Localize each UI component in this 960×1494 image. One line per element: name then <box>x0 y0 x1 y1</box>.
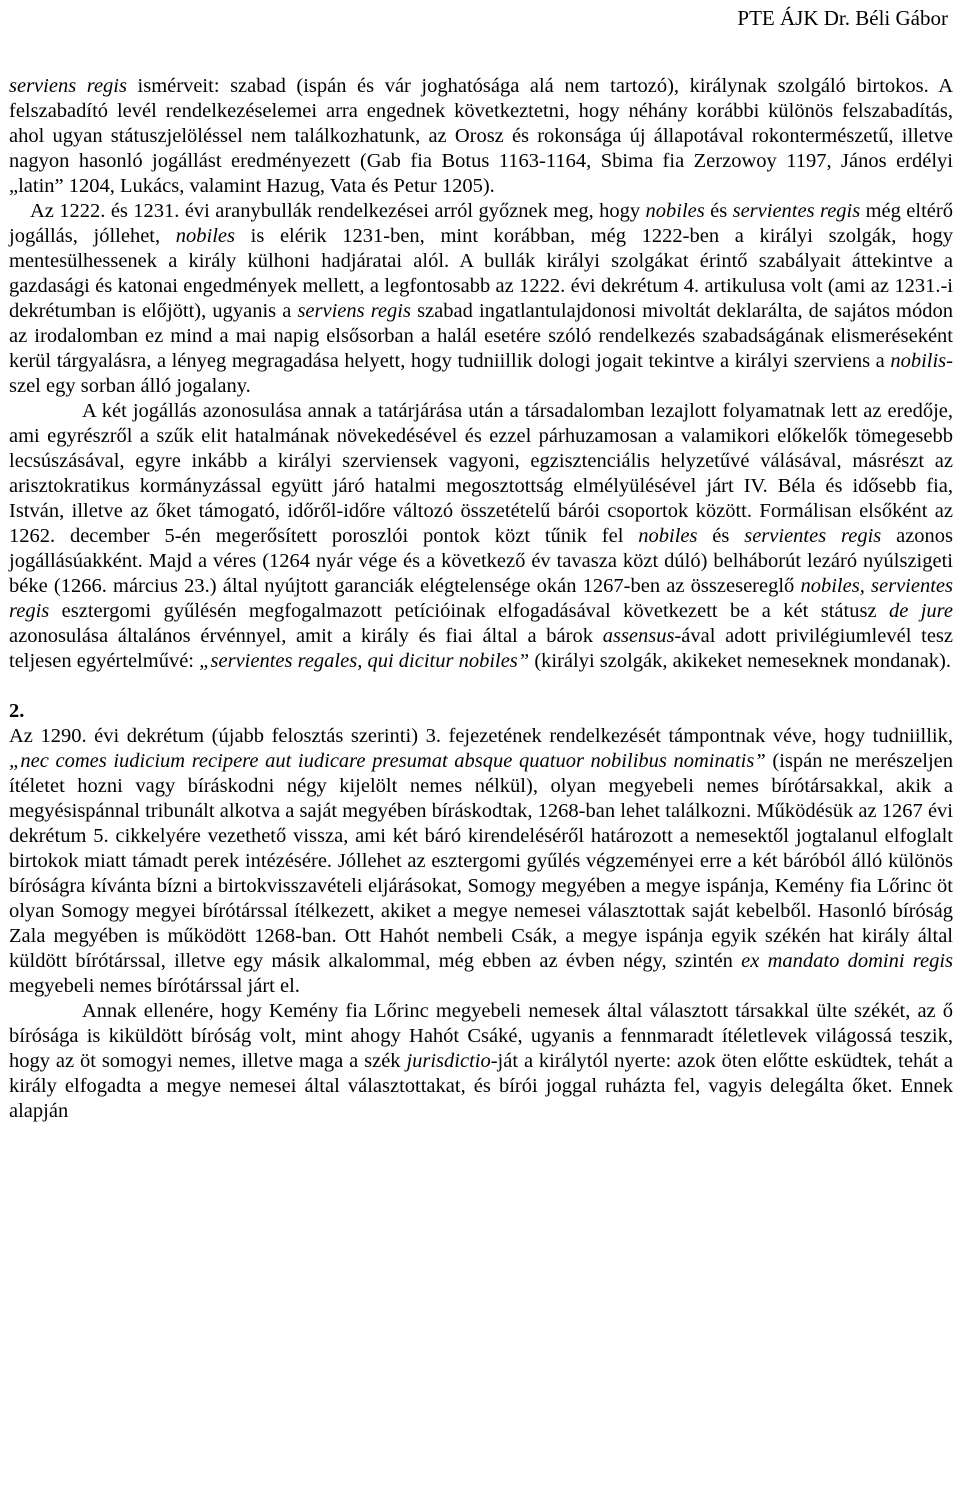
paragraph-decree-1290 <box>9 724 953 999</box>
paragraph-serviens-regis-criteria <box>9 74 953 199</box>
paragraph-text: és <box>704 200 733 222</box>
paragraph-text: ismérveit: szabad (ispán és vár joghatósága alá nem tartozó), királynak szolgáló birtokos. A felszabadító levél rendelkezéselemei arra engednek következtetni, hogy néhány korábbi különös felszabadítás, ahol ugyan státuszjelöléssel nem találkozhatunk, az Orosz és rokonsága új állapotával rokontermészetű, illetve nagyon hasonló jogállást eredményezett (Gab fia Botus 1163-1164, Sbima fia Zerzowoy 1197, János erdélyi „latin” 1204, Lukács, valamint Hazug, Vata és Petur 1205). <box>9 75 953 197</box>
latin-term: de jure <box>888 600 953 622</box>
latin-term: assensus <box>602 625 675 647</box>
latin-term: nobiles <box>645 200 705 222</box>
paragraph-text: -ával adott privilégiumlevél tesz teljesen egyértelművé: <box>9 625 954 672</box>
paragraph-text: Annak ellenére, hogy Kemény fia Lőrinc megyebeli nemesek által választott társakkal ülte székét, az ő bírósága is kiküldött bíróság volt, mint ahogy Hahót Csáké, ugyanis a fennmaradt ítéletlevek világossá teszik, hogy az öt somogyi nemes, illetve maga a szék <box>9 1000 953 1072</box>
latin-term: ex mandato domini regis <box>741 950 953 972</box>
paragraph-text: azonos jogállásúakként. Majd a véres (1264 nyár vége és a következő év tavasza közt dúló) belháborút lezáró nyúlszigeti béke (1266. március 23.) által nyújtott garanciák elégtelensége okán 1267-ben az összesereglő <box>9 525 954 597</box>
paragraph-text: A két jogállás azonosulása annak a tatárjárása után a társadalomban lezajlott folyamatnak lett az eredője, ami egyrészről a szűk elit hatalmának növekedésével és ezzel párhuzamosan a valamikori előkelők tömegesebb lecsúszásával, egyre inkább a királyi szerviensek vagyoni, egzisztenciális helyzetűvé válásával, másrészt az arisztokratikus kormányzással együtt járó hatalmi megosztottság elmélyülésével járt IV. Béla és idősebb fia, István, illetve az őket támogató, időről-időre változó összetételű bárói csoportok között. Formálisan elsőként az 1262. december 5-én megerősített poroszlói pontok közt tűnik fel <box>9 400 953 547</box>
latin-quote: „nec comes iudicium recipere aut iudicare presumat absque quatuor nobilibus nominatis” <box>9 750 766 772</box>
latin-term: jurisdictio <box>406 1050 491 1072</box>
paragraph-text: Az 1222. és 1231. évi aranybullák rendelkezései arról győznek meg, hogy <box>30 200 646 222</box>
paragraph-golden-bulls <box>9 199 953 399</box>
latin-term: serviens regis <box>9 75 127 97</box>
paragraph-text: Az 1290. évi dekrétum (újabb felosztás szerinti) 3. fejezetének rendelkezését támpontnak véve, hogy tudniillik, <box>9 725 953 747</box>
paragraph-text: megyebeli nemes bírótárssal járt el. <box>9 975 300 997</box>
latin-term: servientes regis <box>744 525 882 547</box>
document-body <box>9 74 953 1124</box>
page-header: PTE ÁJK Dr. Béli Gábor <box>737 6 948 30</box>
latin-term: nobilis <box>890 350 947 372</box>
paragraph-text: és <box>697 525 745 547</box>
latin-term: serviens regis <box>297 300 411 322</box>
paragraph-text: -ját a királytól nyerte: azok öten előtte esküdtek, tehát a király elfogadta a megye nemesei által választottakat, és bírói joggal ruházta fel, vagyis delegálta őket. Ennek alapján <box>9 1050 954 1122</box>
paragraph-delegated-court <box>9 999 953 1124</box>
paragraph-text: (királyi szolgák, akikeket nemeseknek mondanak). <box>529 650 951 672</box>
paragraph-text: (ispán ne merészeljen ítéletet hozni vagy bíráskodni négy kijelölt nemes nélkül), olyan megyebeli nemes bírótársakkal, akik a megyésispánnal tribunált alkotva a saját megyében bíráskodtak, 1268-ban lehet találkozni. Működésük az 1267 évi dekrétum 5. cikkelyére vezethető vissza, ami két báró kirendeléséről határozott a nemesektől jogtalanul elfoglalt birtokok miatt támadt perek intézésére. Jóllehet az esztergomi gyűlés végzeményei erre a két báróból álló különös bíróságra kívánta bízni a birtokvisszavételi eljárásokat, Somogy megyében a megye ispánja, Kemény fia Lőrinc öt olyan Somogy megyei bírótárssal ítélkezett, akiket a megye nemesei választottak saját kebelből. Hasonló bíróság Zala megyében is működött 1268-ban. Ott Hahót nembeli Csák, a megye ispánja egyik székén hat király által küldött bírótárssal, illetve egy másik alkalommal, még ebben az évben négy, szintén <box>9 750 953 972</box>
section-number: 2. <box>9 700 25 722</box>
paragraph-text: még eltérő jogállás, jóllehet, <box>9 200 953 247</box>
paragraph-text: szabad ingatlantulajdonosi mivoltát deklarálta, de sajátos módon az irodalomban ez mind a mai napig elsősorban a halál esetére szóló rendelkezés szabadságának elismeréseként kerül tárgyalásra, a lényeg megragadása helyett, hogy tudniillik dologi jogait tekintve a királyi szerviens a <box>9 300 953 372</box>
paragraph-text: esztergomi gyűlésén megfogalmazott petícióinak elfogadásával következett be a két státusz <box>49 600 889 622</box>
paragraph-status-merger <box>9 399 953 674</box>
paragraph-text: is elérik 1231-ben, mint korábban, még 1222-ben a királyi szolgák, hogy mentesülhessenek a király külhoni hadjáratai alól. A bullák királyi szolgákat érintő szabályait áttekintve a gazdasági és katonai engedmények mellett, a legfontosabb az 1222. évi dekrétum 4. artikulusa volt (ami az 1231.-i dekrétumban is előjött), ugyanis a <box>9 225 953 322</box>
latin-term: nobiles <box>175 225 235 247</box>
latin-quote: „servientes regales, qui dicitur nobiles” <box>199 650 530 672</box>
paragraph-text: azonosulása általános érvénnyel, amit a király és fiai által a bárok <box>9 625 603 647</box>
latin-term: nobiles, servientes regis <box>9 575 953 622</box>
paragraph-text: -szel egy sorban álló jogalany. <box>9 350 953 397</box>
latin-term: nobiles <box>638 525 698 547</box>
latin-term: servientes regis <box>732 200 861 222</box>
